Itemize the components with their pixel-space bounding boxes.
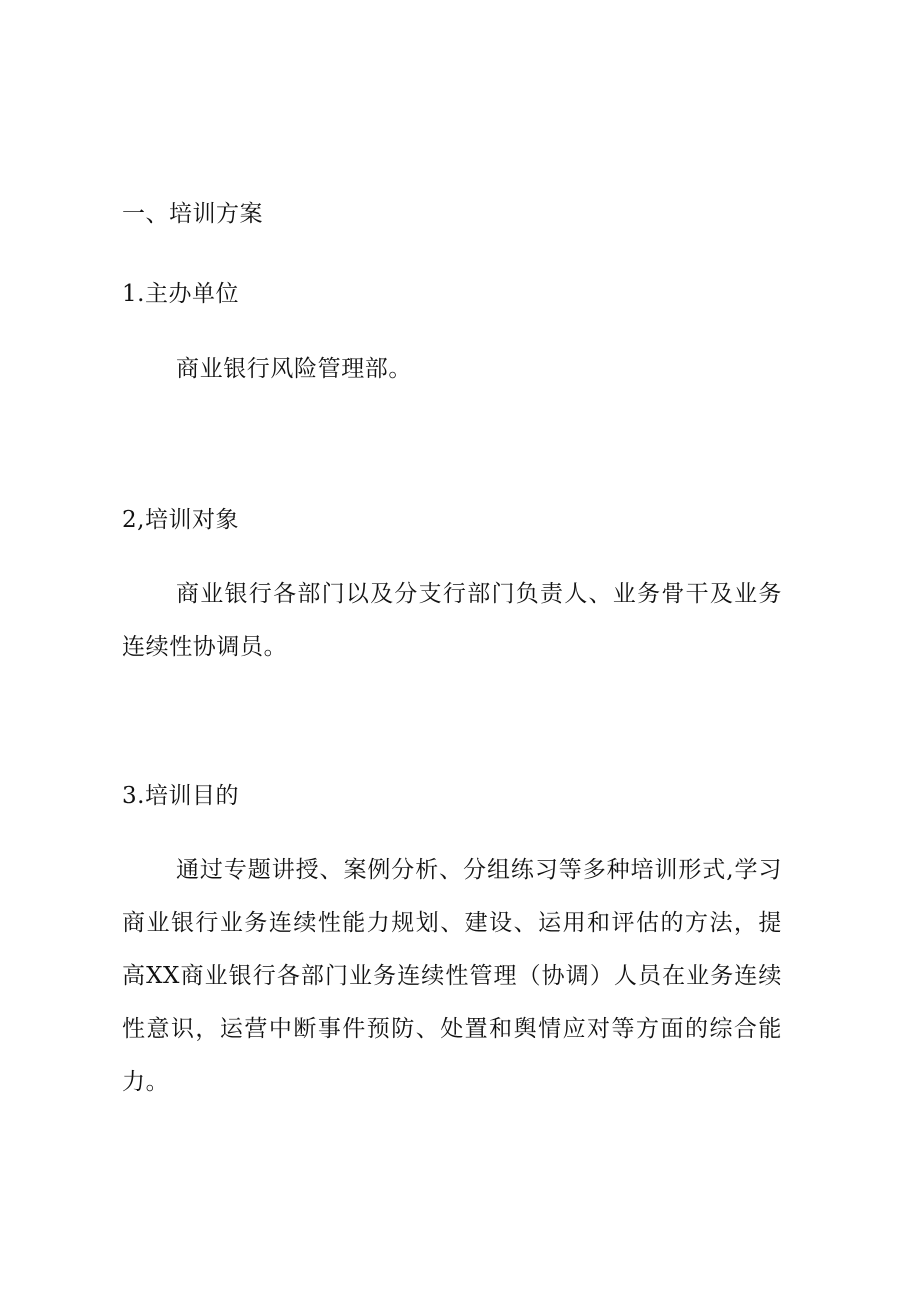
item-body-trainees: 商业银行各部门以及分支行部门负责人、业务骨干及业务连续性协调员。 xyxy=(122,581,782,660)
section-title: 一、培训方案 xyxy=(122,201,263,227)
item-heading-trainees: 2,培训对象 xyxy=(122,507,239,533)
item-body-organizer: 商业银行风险管理部。 xyxy=(176,356,412,382)
item-body-purpose: 通过专题讲授、案例分析、分组练习等多种培训形式,学习商业银行业务连续性能力规划、建设、运用和评估的方法，提高XX商业银行各部门业务连续性管理（协调）人员在业务连续性意识，运营中断事件预防、处置和舆情应对等方面的综合能力。 xyxy=(122,857,782,1095)
item-heading-organizer: 1.主办单位 xyxy=(122,281,239,307)
item-heading-purpose: 3.培训目的 xyxy=(122,783,239,809)
